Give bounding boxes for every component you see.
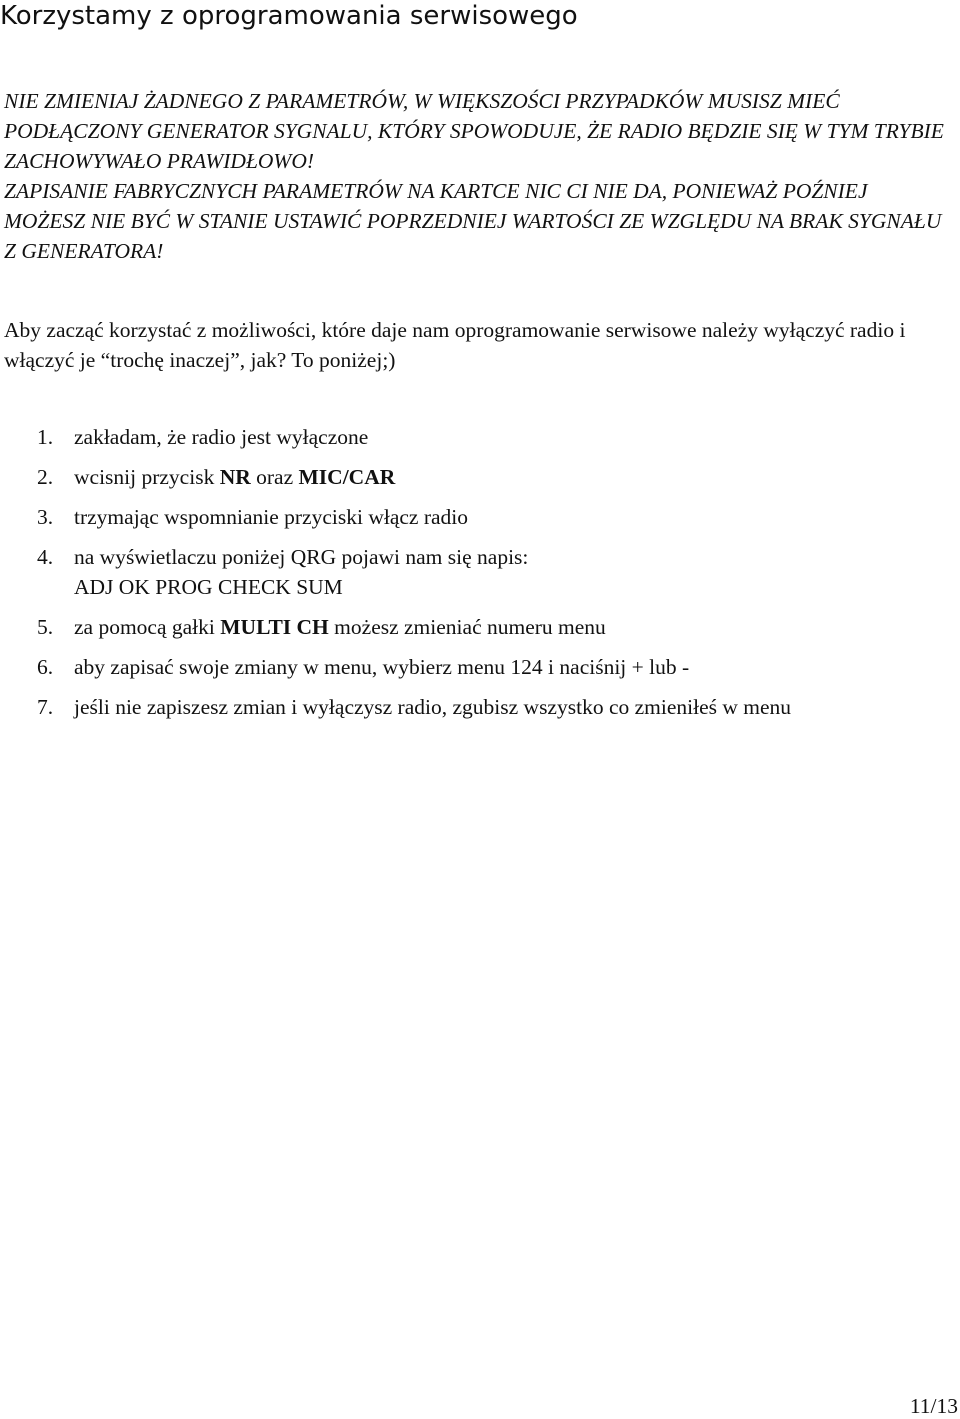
- text-run: oraz: [250, 465, 299, 489]
- knob-name-bold: MULTI CH: [220, 615, 329, 639]
- list-number: 2.: [37, 465, 54, 489]
- list-number: 1.: [37, 425, 54, 449]
- list-number: 6.: [37, 655, 54, 679]
- warning-block: [4, 86, 954, 266]
- list-number: 3.: [37, 505, 54, 529]
- list-item: [37, 652, 937, 682]
- button-name-bold: MIC/CAR: [298, 465, 396, 489]
- list-item: [37, 612, 937, 642]
- warning-paragraph: NIE ZMIENIAJ ŻADNEGO Z PARAMETRÓW, W WIĘKSZOŚCI PRZYPADKÓW MUSISZ MIEĆ PODŁĄCZONY GENERATOR SYGNALU, KTÓRY SPOWODUJE, ŻE RADIO BĘDZIE SIĘ W TYM TRYBIE ZACHOWYWAŁO PRAWIDŁOWO!: [4, 89, 944, 173]
- list-item: [37, 502, 937, 532]
- page-number: 11/13: [909, 1394, 958, 1418]
- text-run: możesz zmieniać numeru menu: [328, 615, 606, 639]
- list-item-text: [74, 612, 937, 642]
- list-item: [37, 692, 937, 722]
- list-item-text: [74, 542, 937, 602]
- list-item-text: trzymając wspomnianie przyciski włącz radio: [74, 505, 469, 529]
- list-number: 5.: [37, 615, 54, 639]
- text-run: wcisnij przycisk: [74, 465, 220, 489]
- text-run: za pomocą gałki: [74, 615, 221, 639]
- list-item-text: zakładam, że radio jest wyłączone: [74, 425, 369, 449]
- button-name-bold: NR: [219, 465, 251, 489]
- display-message: ADJ OK PROG CHECK SUM: [74, 575, 343, 599]
- page-title: Korzystamy z oprogramowania serwisowego: [0, 1, 578, 31]
- list-item: [37, 542, 937, 602]
- steps-list: [37, 422, 937, 732]
- text-run: na wyświetlaczu poniżej QRG pojawi nam się napis:: [74, 545, 529, 569]
- list-item: [37, 422, 937, 452]
- list-number: 7.: [37, 695, 54, 719]
- list-item-text: [74, 462, 937, 492]
- warning-paragraph: ZAPISANIE FABRYCZNYCH PARAMETRÓW NA KARTCE NIC CI NIE DA, PONIEWAŻ POŹNIEJ MOŻESZ NIE BYĆ W STANIE USTAWIĆ POPRZEDNIEJ WARTOŚCI ZE WZGLĘDU NA BRAK SYGNAŁU Z GENERATORA!: [4, 179, 942, 263]
- list-item-text: aby zapisać swoje zmiany w menu, wybierz menu 124 i naciśnij + lub -: [74, 655, 690, 679]
- list-number: 4.: [37, 545, 54, 569]
- list-item: [37, 462, 937, 492]
- list-item-text: jeśli nie zapiszesz zmian i wyłączysz radio, zgubisz wszystko co zmieniłeś w menu: [74, 695, 792, 719]
- intro-paragraph: Aby zacząć korzystać z możliwości, które daje nam oprogramowanie serwisowe należy wyłączyć radio i włączyć je “trochę inaczej”, jak? To poniżej;): [4, 318, 906, 372]
